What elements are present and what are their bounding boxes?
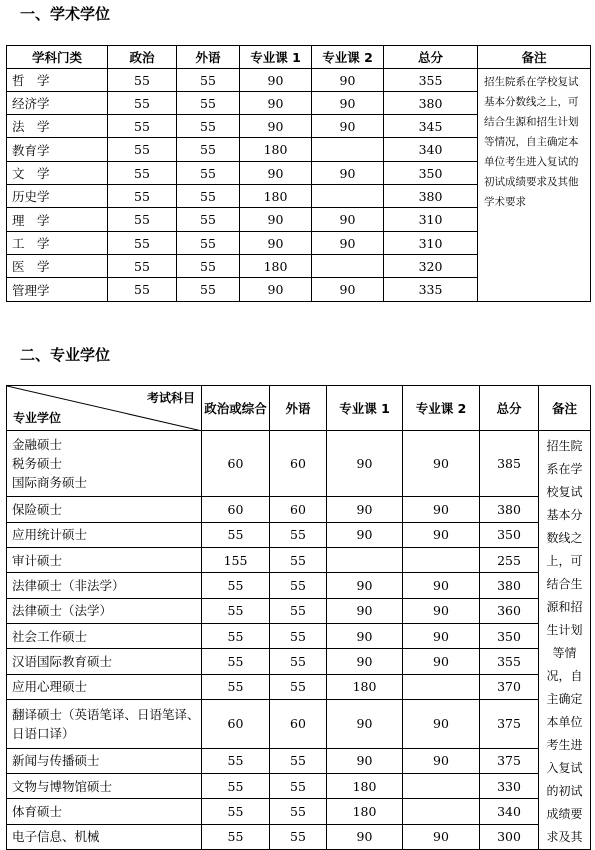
foreign-language-cell: 60 — [270, 700, 327, 749]
major-course-2-cell — [403, 547, 480, 572]
foreign-language-cell: 55 — [270, 547, 327, 572]
total-cell: 355 — [384, 69, 478, 92]
major-course-1-cell: 90 — [327, 598, 403, 623]
table-row — [7, 522, 591, 547]
table-row — [7, 573, 591, 598]
notes-cell: 招生院系在学校复试基本分数线之上，可结合生源和招生计划等情况，自主确定本单位考生进入复试的初试成绩要求及其他学术要求 — [478, 69, 591, 302]
foreign-language-cell: 55 — [270, 773, 327, 798]
academic-degree-table — [6, 45, 591, 302]
foreign-language-cell: 55 — [270, 522, 327, 547]
major-course-1-cell: 90 — [327, 649, 403, 674]
category-cell: 工 学 — [7, 232, 108, 255]
major-course-1-cell: 90 — [327, 431, 403, 497]
degree-name-cell — [7, 649, 202, 674]
section1-heading: 一、学术学位 — [20, 5, 111, 23]
major-course-2-cell — [312, 185, 384, 208]
degree-name-cell — [7, 497, 202, 522]
major-course-1-cell — [327, 547, 403, 572]
major-course-2-cell — [403, 799, 480, 824]
major-course-2-cell: 90 — [403, 623, 480, 648]
table-row — [7, 598, 591, 623]
table-row — [7, 799, 591, 824]
foreign-language-cell: 55 — [177, 162, 240, 185]
degree-name-line: 汉语国际教育硕士 — [12, 653, 113, 669]
foreign-language-cell: 55 — [270, 799, 327, 824]
major-course-2-cell — [403, 773, 480, 798]
politics-or-comprehensive-cell: 55 — [202, 649, 270, 674]
total-cell: 345 — [384, 115, 478, 138]
degree-name-cell — [7, 573, 202, 598]
diagonal-header-cell — [7, 386, 202, 431]
politics-cell: 55 — [108, 92, 177, 115]
major-course-2-cell — [312, 138, 384, 162]
degree-name-line: 应用心理硕士 — [12, 679, 88, 695]
major-course-1-cell: 90 — [327, 573, 403, 598]
degree-name-line: 社会工作硕士 — [12, 628, 88, 644]
category-cell: 教育学 — [7, 138, 108, 162]
table-row — [7, 431, 591, 497]
foreign-language-cell: 55 — [177, 92, 240, 115]
total-cell: 380 — [384, 92, 478, 115]
politics-cell: 55 — [108, 138, 177, 162]
notes-cell: 招生院系在学校复试基本分数线之上，可结合生源和招生计划等情况，自主确定本单位考生进入复试的初试成绩要求及其 — [539, 431, 591, 850]
politics-or-comprehensive-cell: 55 — [202, 799, 270, 824]
foreign-language-cell: 55 — [177, 278, 240, 302]
degree-name-cell — [7, 700, 202, 749]
major-course-2-cell: 90 — [403, 497, 480, 522]
politics-or-comprehensive-cell: 55 — [202, 824, 270, 849]
major-course-1-cell: 90 — [240, 162, 312, 185]
major-course-2-cell: 90 — [403, 598, 480, 623]
foreign-language-cell: 55 — [270, 824, 327, 849]
total-cell: 310 — [384, 232, 478, 255]
major-course-1-cell: 180 — [327, 799, 403, 824]
total-cell: 320 — [384, 255, 478, 278]
col-header-major-course-1: 专业课 1 — [327, 386, 403, 431]
col-header-total: 总分 — [480, 386, 539, 431]
col-header-category: 学科门类 — [7, 46, 108, 69]
degree-name-line: 电子信息、机械 — [12, 829, 100, 845]
degree-name-line: 翻译硕士（英语笔译、日语笔译、日语口译） — [12, 706, 200, 741]
major-course-1-cell: 90 — [240, 232, 312, 255]
foreign-language-cell: 55 — [177, 255, 240, 278]
politics-or-comprehensive-cell: 55 — [202, 623, 270, 648]
major-course-1-cell: 180 — [240, 138, 312, 162]
politics-cell: 55 — [108, 69, 177, 92]
foreign-language-cell: 55 — [270, 674, 327, 699]
major-course-1-cell: 90 — [240, 208, 312, 232]
politics-cell: 55 — [108, 208, 177, 232]
degree-name-line: 金融硕士 — [12, 437, 63, 453]
major-course-2-cell: 90 — [312, 278, 384, 302]
degree-name-cell — [7, 547, 202, 572]
foreign-language-cell: 55 — [270, 598, 327, 623]
total-cell: 380 — [480, 497, 539, 522]
table-row — [7, 69, 591, 92]
degree-name-cell — [7, 522, 202, 547]
category-cell: 管理学 — [7, 278, 108, 302]
major-course-1-cell: 180 — [240, 255, 312, 278]
category-cell: 法 学 — [7, 115, 108, 138]
foreign-language-cell: 55 — [177, 232, 240, 255]
foreign-language-cell: 55 — [177, 115, 240, 138]
major-course-2-cell: 90 — [403, 522, 480, 547]
major-course-2-cell: 90 — [312, 92, 384, 115]
degree-name-line: 文物与博物馆硕士 — [12, 778, 113, 794]
section2-heading: 二、专业学位 — [20, 346, 111, 364]
politics-or-comprehensive-cell: 60 — [202, 700, 270, 749]
total-cell: 255 — [480, 547, 539, 572]
table-row — [7, 674, 591, 699]
major-course-2-cell: 90 — [312, 232, 384, 255]
major-course-1-cell: 90 — [240, 278, 312, 302]
col-header-notes: 备注 — [539, 386, 591, 431]
foreign-language-cell: 55 — [270, 649, 327, 674]
table-row — [7, 824, 591, 849]
degree-name-cell — [7, 623, 202, 648]
total-cell: 380 — [384, 185, 478, 208]
col-header-foreign-language: 外语 — [270, 386, 327, 431]
table-header-row — [7, 386, 591, 431]
politics-or-comprehensive-cell: 60 — [202, 431, 270, 497]
foreign-language-cell: 55 — [177, 208, 240, 232]
major-course-1-cell: 180 — [327, 773, 403, 798]
category-cell: 哲 学 — [7, 69, 108, 92]
degree-name-line: 法律硕士（法学） — [12, 603, 113, 619]
degree-name-cell — [7, 799, 202, 824]
major-course-1-cell: 90 — [327, 748, 403, 773]
foreign-language-cell: 60 — [270, 431, 327, 497]
degree-name-line: 保险硕士 — [12, 501, 63, 517]
major-course-2-cell: 90 — [312, 69, 384, 92]
major-course-2-cell: 90 — [403, 431, 480, 497]
major-course-2-cell: 90 — [312, 115, 384, 138]
major-course-1-cell: 180 — [240, 185, 312, 208]
total-cell: 350 — [480, 623, 539, 648]
politics-or-comprehensive-cell: 60 — [202, 497, 270, 522]
table-row — [7, 623, 591, 648]
politics-or-comprehensive-cell: 55 — [202, 598, 270, 623]
table-header-row — [7, 46, 591, 69]
total-cell: 300 — [480, 824, 539, 849]
degree-name-line: 新闻与传播硕士 — [12, 753, 100, 769]
degree-name-cell — [7, 598, 202, 623]
col-header-politics: 政治 — [108, 46, 177, 69]
header-professional-degree: 专业学位 — [13, 411, 62, 425]
major-course-2-cell: 90 — [403, 824, 480, 849]
total-cell: 360 — [480, 598, 539, 623]
politics-or-comprehensive-cell: 55 — [202, 522, 270, 547]
table-row — [7, 700, 591, 749]
major-course-1-cell: 90 — [327, 824, 403, 849]
major-course-2-cell: 90 — [403, 748, 480, 773]
degree-name-cell — [7, 773, 202, 798]
col-header-major-course-2: 专业课 2 — [403, 386, 480, 431]
major-course-2-cell: 90 — [403, 649, 480, 674]
major-course-1-cell: 180 — [327, 674, 403, 699]
politics-or-comprehensive-cell: 155 — [202, 547, 270, 572]
politics-cell: 55 — [108, 115, 177, 138]
foreign-language-cell: 55 — [177, 138, 240, 162]
col-header-foreign-language: 外语 — [177, 46, 240, 69]
major-course-2-cell: 90 — [403, 573, 480, 598]
col-header-major-course-2: 专业课 2 — [312, 46, 384, 69]
politics-or-comprehensive-cell: 55 — [202, 674, 270, 699]
professional-degree-table — [6, 385, 591, 850]
major-course-2-cell: 90 — [312, 208, 384, 232]
col-header-major-course-1: 专业课 1 — [240, 46, 312, 69]
total-cell: 375 — [480, 748, 539, 773]
category-cell: 医 学 — [7, 255, 108, 278]
table-row — [7, 547, 591, 572]
politics-cell: 55 — [108, 232, 177, 255]
foreign-language-cell: 55 — [177, 69, 240, 92]
total-cell: 350 — [480, 522, 539, 547]
degree-name-cell — [7, 748, 202, 773]
major-course-2-cell — [312, 255, 384, 278]
foreign-language-cell: 55 — [270, 748, 327, 773]
major-course-1-cell: 90 — [240, 69, 312, 92]
foreign-language-cell: 60 — [270, 497, 327, 522]
total-cell: 355 — [480, 649, 539, 674]
degree-name-line: 法律硕士（非法学） — [12, 577, 125, 593]
politics-cell: 55 — [108, 255, 177, 278]
degree-name-line: 应用统计硕士 — [12, 527, 88, 543]
degree-name-cell — [7, 824, 202, 849]
politics-or-comprehensive-cell: 55 — [202, 573, 270, 598]
major-course-2-cell: 90 — [312, 162, 384, 185]
col-header-politics-or-comprehensive: 政治或综合 — [202, 386, 270, 431]
total-cell: 370 — [480, 674, 539, 699]
category-cell: 经济学 — [7, 92, 108, 115]
major-course-1-cell: 90 — [327, 497, 403, 522]
major-course-1-cell: 90 — [327, 522, 403, 547]
degree-name-cell — [7, 431, 202, 497]
total-cell: 330 — [480, 773, 539, 798]
table-row — [7, 748, 591, 773]
foreign-language-cell: 55 — [177, 185, 240, 208]
major-course-1-cell: 90 — [327, 700, 403, 749]
foreign-language-cell: 55 — [270, 573, 327, 598]
degree-name-line: 审计硕士 — [12, 552, 63, 568]
col-header-notes: 备注 — [478, 46, 591, 69]
col-header-total: 总分 — [384, 46, 478, 69]
major-course-1-cell: 90 — [240, 92, 312, 115]
category-cell: 历史学 — [7, 185, 108, 208]
degree-name-line: 体育硕士 — [12, 803, 63, 819]
politics-or-comprehensive-cell: 55 — [202, 773, 270, 798]
total-cell: 340 — [480, 799, 539, 824]
table-row — [7, 773, 591, 798]
degree-name-cell — [7, 674, 202, 699]
total-cell: 350 — [384, 162, 478, 185]
degree-name-line: 国际商务硕士 — [12, 475, 88, 491]
category-cell: 理 学 — [7, 208, 108, 232]
foreign-language-cell: 55 — [270, 623, 327, 648]
table-row — [7, 497, 591, 522]
major-course-2-cell — [403, 674, 480, 699]
total-cell: 340 — [384, 138, 478, 162]
category-cell: 文 学 — [7, 162, 108, 185]
degree-name-line: 税务硕士 — [12, 456, 63, 472]
total-cell: 380 — [480, 573, 539, 598]
major-course-2-cell: 90 — [403, 700, 480, 749]
total-cell: 310 — [384, 208, 478, 232]
total-cell: 385 — [480, 431, 539, 497]
table-row — [7, 649, 591, 674]
major-course-1-cell: 90 — [240, 115, 312, 138]
politics-cell: 55 — [108, 185, 177, 208]
major-course-1-cell: 90 — [327, 623, 403, 648]
total-cell: 335 — [384, 278, 478, 302]
politics-or-comprehensive-cell: 55 — [202, 748, 270, 773]
total-cell: 375 — [480, 700, 539, 749]
politics-cell: 55 — [108, 278, 177, 302]
header-exam-subjects: 考试科目 — [146, 391, 195, 405]
politics-cell: 55 — [108, 162, 177, 185]
